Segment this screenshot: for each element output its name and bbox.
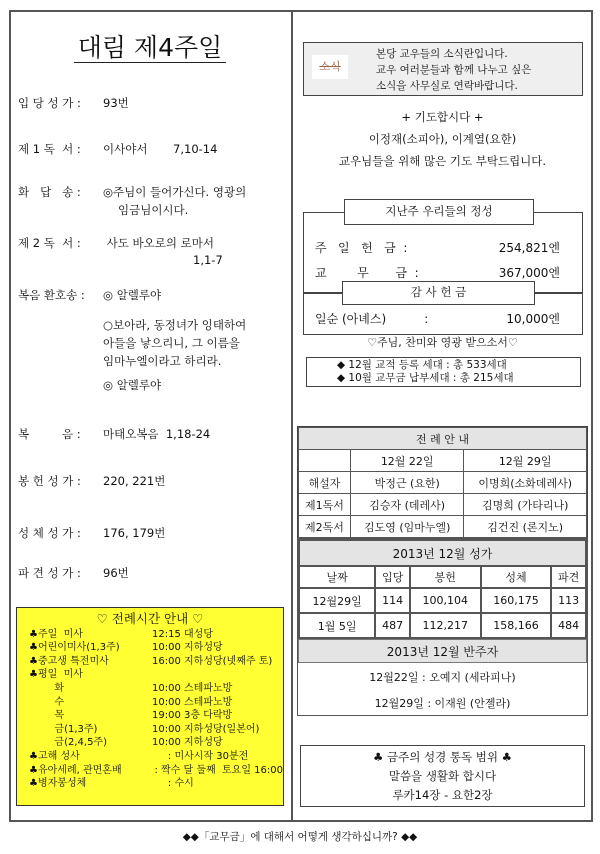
field-row xyxy=(18,95,129,111)
column-header: 12월 22일 xyxy=(351,450,464,472)
prayer-names: 이정재(소피아), 이계열(요한) xyxy=(368,132,517,146)
field-value: 사도 바오로의 로마서 xyxy=(103,236,214,250)
schedule-detail: 12:15 대성당 xyxy=(152,628,213,640)
field-label: 복음 환호송 : xyxy=(18,288,85,302)
schedule-row xyxy=(29,682,283,696)
field-label: 성 체 성 가 : xyxy=(18,526,81,540)
table-row xyxy=(299,516,587,538)
column-header: 성체 xyxy=(481,566,552,588)
schedule-row xyxy=(29,777,283,791)
stats-box xyxy=(306,357,581,387)
accompanist-row: 12월22일 : 오예지 (세라피나) xyxy=(369,671,516,684)
table-cell: 487 xyxy=(375,613,410,638)
table-cell: 이명희(소화데레사) xyxy=(464,472,587,494)
accompanist-row: 12월29일 : 이재원 (안젤라) xyxy=(374,697,511,710)
table-title-row xyxy=(299,428,587,450)
field-value: 임마누엘이라고 하리라. xyxy=(103,354,222,368)
hymn-title: 2013년 12월 성가 xyxy=(299,540,586,566)
schedule-row xyxy=(29,668,283,682)
footer: ◆◆「교무금」에 대해서 어떻게 생각하십니까? ◆◆ xyxy=(182,831,418,843)
schedule-row xyxy=(29,723,283,737)
table-cell: 제2독서 xyxy=(299,516,351,538)
liturgy-table xyxy=(297,426,588,539)
field-label: 복 음 : xyxy=(18,427,81,441)
field-row xyxy=(18,141,217,157)
field-value: 임금님이시다. xyxy=(118,203,189,217)
column-header: 12월 29일 xyxy=(464,450,587,472)
schedule-row xyxy=(29,696,283,710)
news-line: 교우 여러분들과 함께 나누고 싶은 xyxy=(376,64,532,76)
bible-title: ♣ 금주의 성경 통독 범위 ♣ xyxy=(373,750,512,764)
table-cell: 158,166 xyxy=(481,613,552,638)
table-cell: 제1독서 xyxy=(299,494,351,516)
field-value: ◎주님이 들어가신다. 영광의 xyxy=(103,185,247,199)
table-cell: 1월 5일 xyxy=(299,613,375,638)
schedule-label: ♣고해 성사 xyxy=(29,750,80,762)
schedule-row xyxy=(29,736,283,750)
accompanist-title: 2013년 12월 반주자 xyxy=(298,639,587,663)
hymn-box xyxy=(297,538,588,716)
field-row xyxy=(18,565,129,581)
news-box xyxy=(303,42,583,96)
table-cell: 김명희 (가타리나) xyxy=(464,494,587,516)
table-cell: 김승자 (데레사) xyxy=(351,494,464,516)
field-value: 93번 xyxy=(103,96,129,110)
news-line: 본당 교우들의 소식란입니다. xyxy=(376,48,508,60)
table-row xyxy=(299,472,587,494)
schedule-label: ♣중고생 특전미사 xyxy=(29,655,109,667)
offering-row: 교 무 금 : 367,000엔 xyxy=(315,266,560,280)
field-value: ◎ 알렐루야 xyxy=(103,288,162,302)
field-row xyxy=(18,317,246,333)
table-title-row xyxy=(299,540,586,566)
table-header-row xyxy=(299,450,587,472)
column-header: 봉헌 xyxy=(410,566,481,588)
schedule-detail: 10:00 스테파노방 xyxy=(152,682,233,694)
liturgy-title: 전 례 안 내 xyxy=(299,428,587,450)
table-row xyxy=(299,588,586,613)
column-divider xyxy=(291,10,293,822)
field-label: 입 당 성 가 : xyxy=(18,96,81,110)
schedule-detail: : 미사시작 30분전 xyxy=(152,750,249,762)
table-header-row xyxy=(299,566,586,588)
field-value: ○보아라, 동정녀가 잉태하여 xyxy=(103,318,247,332)
table-cell: 100,104 xyxy=(410,588,481,613)
field-label: 제 1 독 서 : xyxy=(18,142,81,156)
table-cell: 160,175 xyxy=(481,588,552,613)
field-row xyxy=(18,287,161,303)
schedule-detail: : 수시 xyxy=(152,778,194,790)
table-cell: 114 xyxy=(375,588,410,613)
field-row xyxy=(18,473,165,489)
news-logo: 소식 xyxy=(312,55,348,79)
table-cell: 김도영 (임마누엘) xyxy=(351,516,464,538)
field-row xyxy=(18,335,240,351)
schedule-title: ♡ 전례시간 안내 ♡ xyxy=(96,611,204,626)
table-cell: 박정근 (요한) xyxy=(351,472,464,494)
schedule-label: ♣주일 미사 xyxy=(29,628,83,640)
table-row xyxy=(299,494,587,516)
schedule-label: 수 xyxy=(29,696,65,708)
prayer-heading: + 기도합시다 + xyxy=(401,110,484,124)
table-cell: 해설자 xyxy=(299,472,351,494)
stat-line: ◆ 12월 교적 등록 세대 : 총 533세대 xyxy=(337,359,507,371)
field-value: ◎ 알렐루야 xyxy=(103,378,162,392)
column-header: 파견 xyxy=(551,566,586,588)
table-cell: 112,217 xyxy=(410,613,481,638)
field-row xyxy=(18,426,210,442)
field-row xyxy=(18,525,165,541)
column-header: 날짜 xyxy=(299,566,375,588)
schedule-detail: : 짝수 달 둘째 토요일 16:00 xyxy=(148,764,283,776)
stat-line: ◆ 10월 교무금 납부세대 : 총 215세대 xyxy=(337,372,514,384)
schedule-label: ♣평일 미사 xyxy=(29,669,83,681)
thanks-row: 일순 (아녜스) : 10,000엔 xyxy=(315,312,560,326)
field-label: 제 2 독 서 : xyxy=(18,236,81,250)
bible-reading-box xyxy=(300,745,585,807)
mass-schedule-box xyxy=(16,607,284,806)
schedule-detail: 10:00 지하성당(일본어) xyxy=(152,723,260,735)
field-label: 화 답 송 : xyxy=(18,185,81,199)
table-cell: 12월29일 xyxy=(299,588,375,613)
schedule-label: ♣어린이미사(1,3주) xyxy=(29,642,120,654)
schedule-detail: 10:00 지하성당 xyxy=(152,737,223,749)
schedule-detail: 19:00 3층 다락방 xyxy=(152,710,233,722)
schedule-label: 화 xyxy=(29,682,65,694)
offering-row: 주 일 헌 금 : 254,821엔 xyxy=(315,241,560,255)
schedule-detail: 10:00 지하성당 xyxy=(152,642,223,654)
field-value: 176, 179번 xyxy=(103,526,166,540)
schedule-row xyxy=(29,764,283,778)
field-value: 이사야서 7,10-14 xyxy=(103,142,218,156)
field-label: 봉 헌 성 가 : xyxy=(18,474,81,488)
news-line: 소식을 사무실로 연락바랍니다. xyxy=(376,80,518,92)
schedule-detail: 16:00 지하성당(넷째주 토) xyxy=(152,655,273,667)
field-row xyxy=(18,202,188,218)
schedule-row xyxy=(29,641,283,655)
column-header: 입당 xyxy=(375,566,410,588)
field-row xyxy=(18,377,161,393)
schedule-row xyxy=(29,709,283,723)
field-row xyxy=(18,184,246,200)
column-header xyxy=(299,450,351,472)
schedule-row xyxy=(29,628,283,642)
schedule-label: ♣병자봉성체 xyxy=(29,778,87,790)
field-label: 파 견 성 가 : xyxy=(18,566,81,580)
field-value: 1,1-7 xyxy=(193,253,223,267)
field-row xyxy=(18,253,223,267)
bible-motto: 말씀을 생활화 합시다 xyxy=(388,769,497,783)
offering-title: 지난주 우리들의 정성 xyxy=(344,199,534,225)
schedule-label: ♣유아세례, 관면혼배 xyxy=(29,764,122,776)
table-cell: 113 xyxy=(551,588,586,613)
schedule-label: 금(1,3주) xyxy=(29,723,98,735)
table-cell: 484 xyxy=(551,613,586,638)
field-row xyxy=(18,235,214,251)
thanks-title: 감 사 헌 금 xyxy=(342,281,535,305)
schedule-row xyxy=(29,750,283,764)
table-cell: 김건진 (론지노) xyxy=(464,516,587,538)
bible-range: 루카14장 - 요한2장 xyxy=(392,788,493,802)
blessing: ♡주님, 찬미와 영광 받으소서♡ xyxy=(367,336,518,349)
prayer-request: 교우님들을 위해 많은 기도 부탁드립니다. xyxy=(338,154,547,168)
field-value: 96번 xyxy=(103,566,129,580)
field-row xyxy=(18,353,221,369)
schedule-row xyxy=(29,655,283,669)
schedule-label: 목 xyxy=(29,710,65,722)
schedule-label: 금(2,4,5주) xyxy=(29,737,107,749)
field-value: 아들을 낳으리니, 그 이름을 xyxy=(103,336,240,350)
table-row xyxy=(299,613,586,638)
field-value: 220, 221번 xyxy=(103,474,166,488)
page-title: 대림 제4주일 xyxy=(30,28,270,64)
field-value: 마태오복음 1,18-24 xyxy=(103,427,211,441)
schedule-detail: 10:00 스테파노방 xyxy=(152,696,233,708)
